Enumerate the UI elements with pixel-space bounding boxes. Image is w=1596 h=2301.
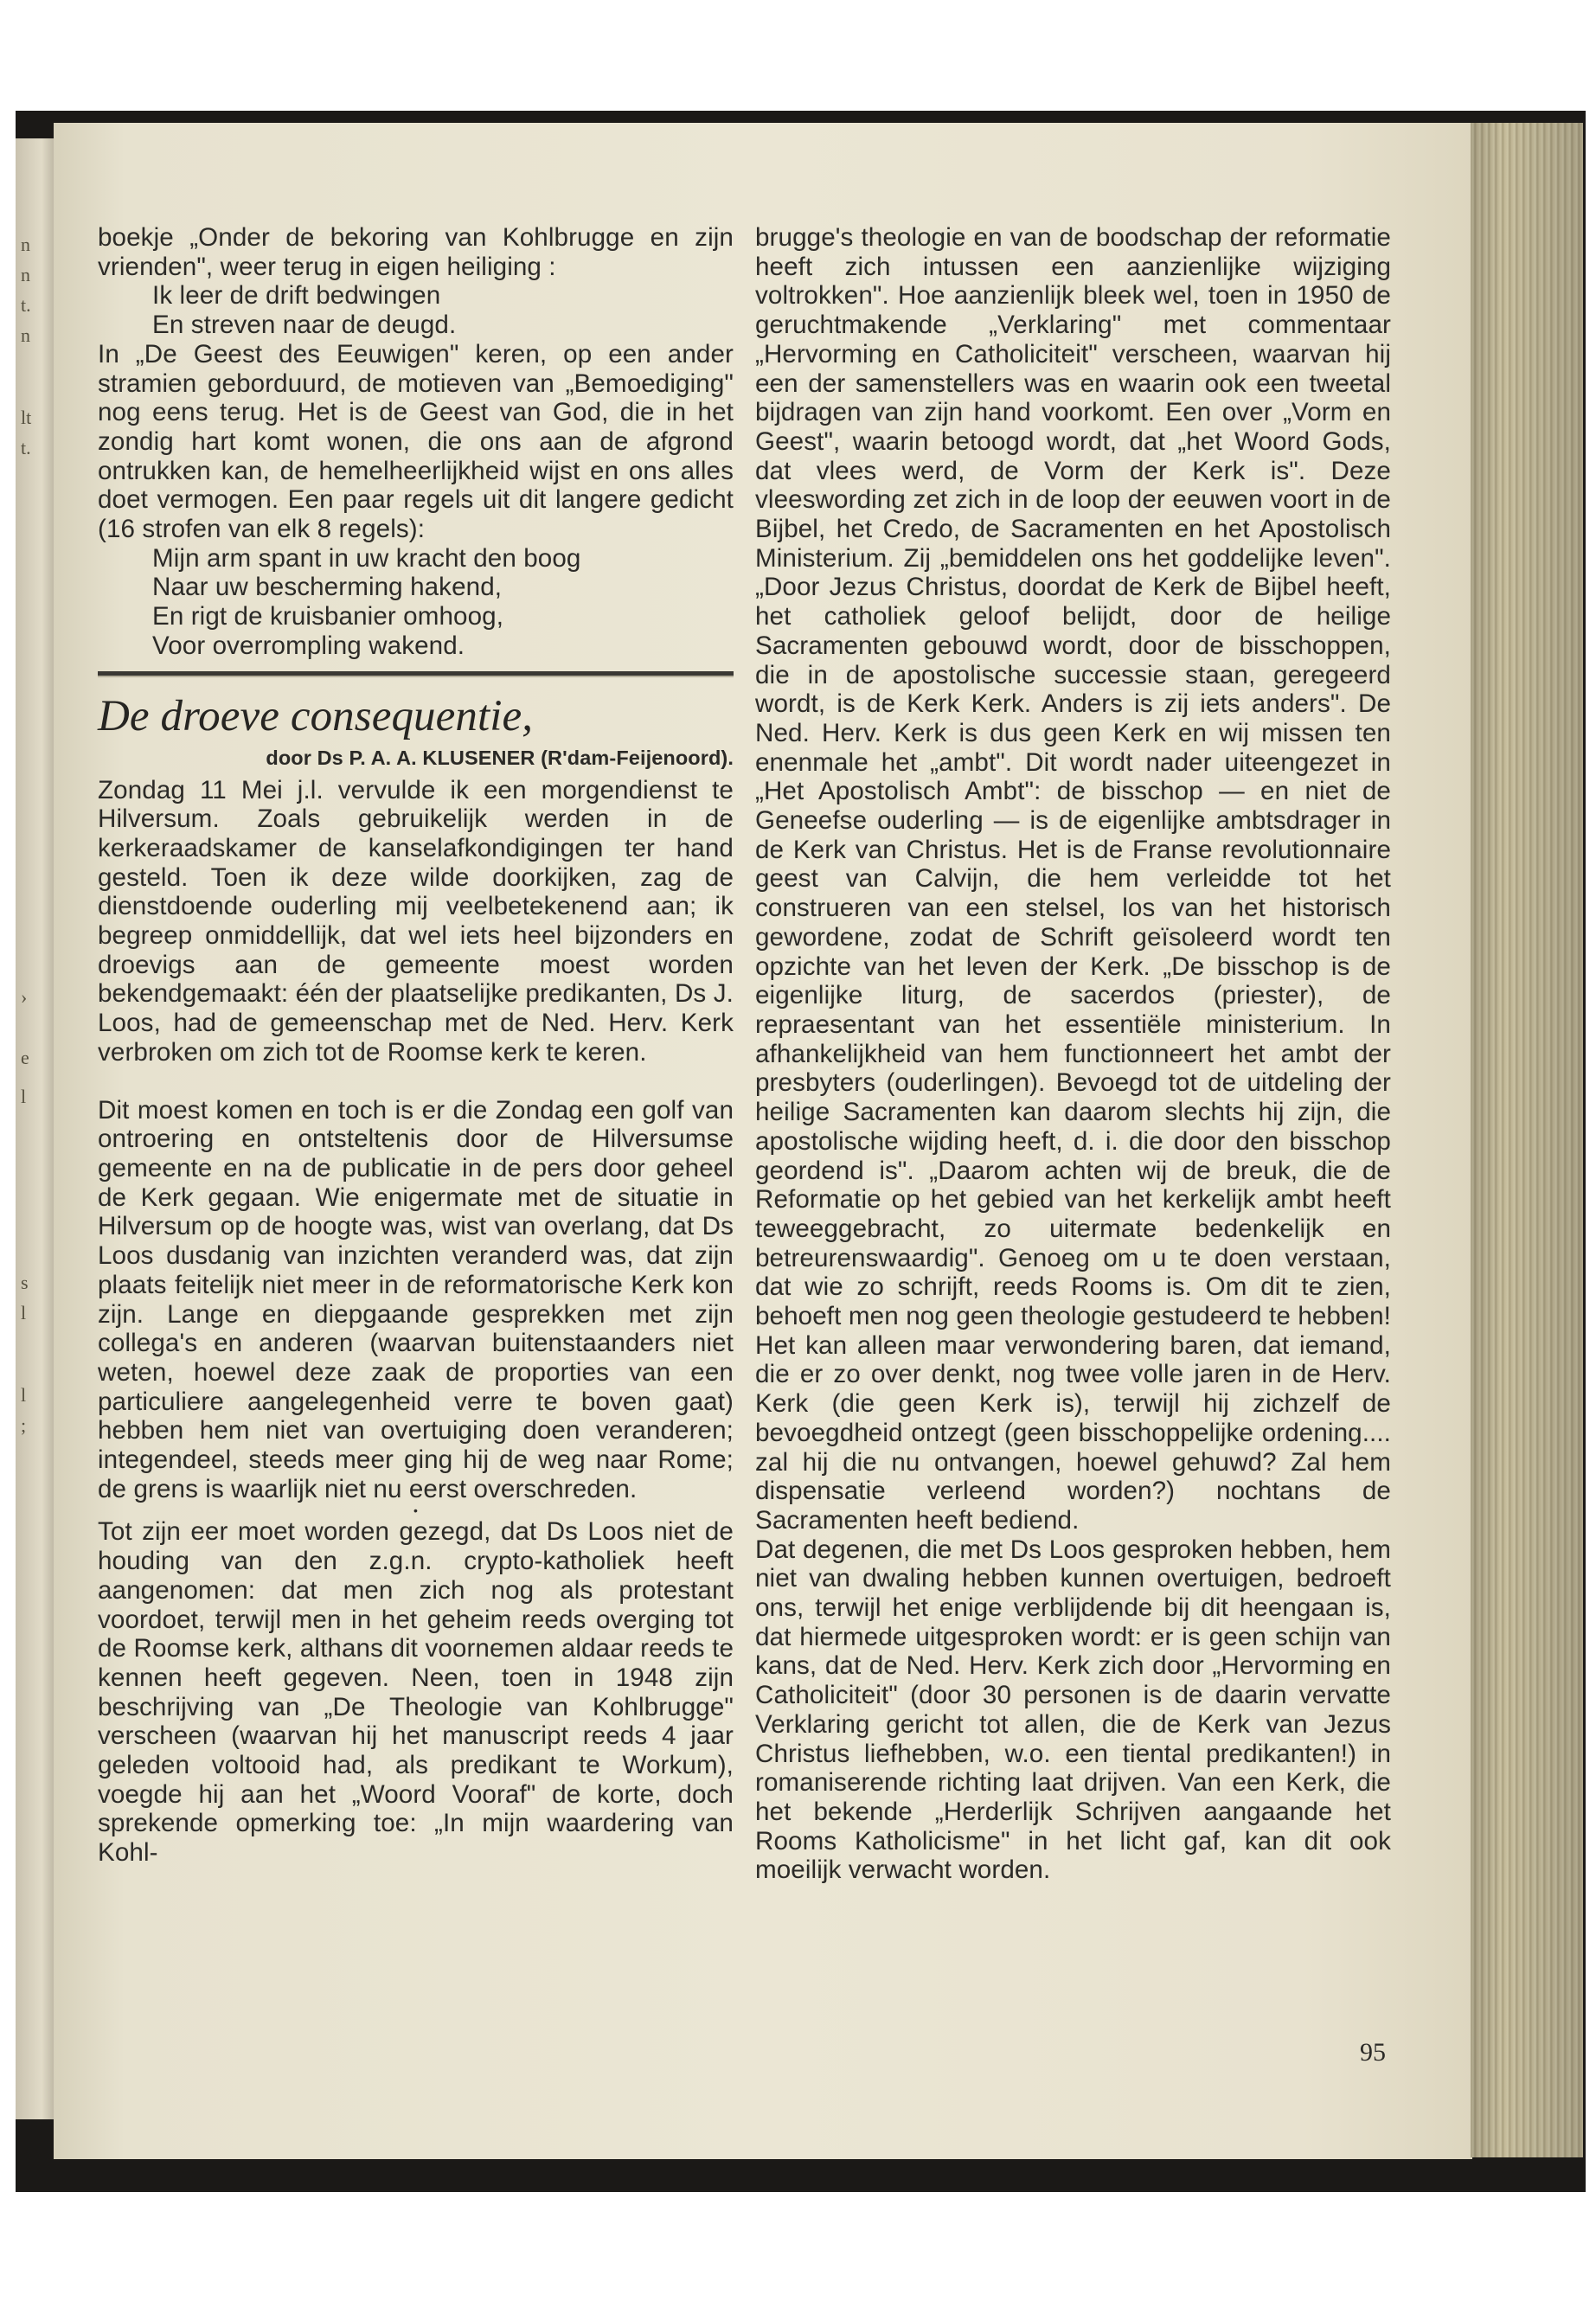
verse-line: Voor overrompling wakend.: [152, 631, 465, 660]
margin-fragment: ;: [21, 1414, 27, 1436]
margin-fragment: n: [21, 324, 30, 346]
margin-fragment: n: [21, 234, 30, 255]
page-number: 95: [1360, 2038, 1386, 2067]
fore-edge-shading: [1471, 123, 1583, 2157]
article-byline: door Ds P. A. A. KLUSENER (R'dam-Feijenoord).: [266, 746, 734, 769]
body-paragraph: brugge's theologie en van de boodschap der reformatie heeft zich intussen een aanzienlijke wijziging voltrokken". Hoe aanzienlijk bleek wel, toen in 1950 de geruchtmakende „Verklaring" met commentaar „Hervorming en Catholiciteit" verscheen, waarvan hij een der samenstellers was en waarin ook een tweetal bijdragen van zijn hand voorkomt. Een over „Vorm en Geest", waarin betoogd wordt, dat „het Woord Gods, dat vlees werd, de Vorm der Kerk is". Deze vleeswording zet zich in de loop der eeuwen voort in de Bijbel, het Credo, de Sacramenten en het Apostolisch Ministerium. Zij „bemiddelen ons het goddelijke leven". „Door Jezus Christus, doordat de Kerk de Bijbel heeft, het catholiek geloof belijdt, door de heilige Sacramenten gebouwd wordt, door de bisschoppen, die in de apostolische successie staan, geregeerd wordt, is de Kerk Kerk. Anders is zij iets anders". De Ned. Herv. Kerk is dus geen Kerk en wij missen ten enenmale het „ambt". Dit wordt nader uiteengezet in „Het Apostolisch Ambt": de bisschop — en niet de Geneefse ouderling — is de eigenlijke ambtsdrager in de Kerk van Christus. Het is de Franse revolutionnaire geest van Calvijn, die hem verleidde tot het construeren van een stelsel, los van het historisch gewordene, zodat de Schrift geïsoleerd wordt ten opzichte van het leven der Kerk. „De bisschop is de eigenlijke liturg, de sacerdos (priester), de repraesentant van het essentiële ministerium. In afhankelijkheid van hem functionneert het ambt der presbyters (ouderlingen). Bevoegd tot de uitdeling der heilige Sacramenten kan daarom slechts hij zijn, die apostolische wijding heeft, d. i. die door den bisschop geordend is". „Daarom achten wij de breuk, die de Reformatie op het gebied van het kerkelijk ambt heeft teweeggebracht, zo uitermate bedenkelijk en betreurenswaardig". Genoeg om u te doen verstaan, dat wie zo schrijft, reeds Rooms is. Om dit te zien, behoeft men nog geen theologie gestudeerd te hebben! Het kan alleen maar verwondering baren, dat iemand, die er zo over denkt, nog twee volle jaren in de Herv. Kerk (die geen Kerk is), terwijl hij zichzelf de bevoegdheid ontzegt (geen bisschoppelijke ordening.... zal hij die nu ontvangen, hoewel gehuwd? Zal hem dispensatie verleend worden?) nochtans de Sacramenten heeft bediend.: [755, 223, 1391, 1535]
body-paragraph: Tot zijn eer moet worden gezegd, dat Ds Loos niet de houding van den z.g.n. crypto-katholiek heeft aangenomen: dat men zich nog als protestant voordoet, terwijl men in het geheim reeds overging tot de Roomse kerk, althans dit voornemen aldaar reeds te kennen heeft gegeven. Neen, toen in 1948 zijn beschrijving van „De Theologie van Kohlbrugge" verscheen (waarvan hij het manuscript reeds 4 jaar geleden voltooid had, als predikant te Workum), voegde hij aan het „Woord Vooraf" de korte, doch sprekende opmerking toe: „In mijn waardering van Kohl-: [98, 1517, 734, 1868]
margin-fragment: l: [21, 1384, 27, 1406]
body-paragraph: Dit moest komen en toch is er die Zondag een golf van ontroering en ontsteltenis door de Hilversumse gemeente en na de publicatie in de pers door geheel de Kerk gegaan. Wie enigermate met de situatie in Hilversum op de hoogte was, wist van overlang, dat Ds Loos dusdanig van inzichten veranderd was, dat zijn plaats feitelijk niet meer in de reformatorische Kerk kon zijn. Lange en diepgaande gesprekken met zijn collega's en anderen (waarvan buitenstaanders niet weten, hoewel deze zaak de proporties van een particuliere aangelegenheid verre te boven gaat) hebben hem niet van overtuiging doen veranderen; integendeel, steeds meer ging hij de weg naar Rome; de grens is waarlijk niet nu eerst overschreden.: [98, 1095, 734, 1503]
margin-fragment: n: [21, 264, 30, 285]
verse-excerpt-2: [98, 544, 734, 661]
verse-line: Ik leer de drift bedwingen: [152, 281, 441, 311]
right-column: [755, 223, 1391, 1885]
margin-fragment: l: [21, 1302, 27, 1324]
margin-fragment: t.: [21, 294, 31, 316]
margin-fragment: s: [21, 1272, 29, 1293]
margin-fragment: ›: [21, 986, 28, 1008]
body-paragraph: Zondag 11 Mei j.l. vervulde ik een morgendienst te Hilversum. Zoals gebruikelijk werden in de kerkeraadskamer de kanselafkondigingen ter hand gesteld. Toen ik deze wilde doorkijken, zag de dienstdoende ouderling mij veelbetekenend aan; ik begreep onmiddellijk, dat wel iets heel bijzonders en droevigs aan de gemeente moest worden bekendgemaakt: één der plaatselijke predikanten, Ds J. Loos, had de gemeenschap met de Ned. Herv. Kerk verbroken om zich tot de Roomse kerk te keren.: [98, 775, 734, 1067]
left-column: [98, 223, 734, 1868]
intro-paragraph: boekje „Onder de bekoring van Kohlbrugge en zijn vrienden", weer terug in eigen heiliging :: [98, 223, 734, 281]
body-paragraph: In „De Geest des Eeuwigen" keren, op een ander stramien geborduurd, de motieven van „Bemoediging" nog eens terug. Het is de Geest van God, die in het zondig hart komt wonen, die ons aan de afgrond ontrukken kan, de hemelheerlijkheid wijst en ons alles doet vermogen. Een paar regels uit dit langere gedicht (16 strofen van elk 8 regels):: [98, 339, 734, 544]
verse-line: Naar uw bescherming hakend,: [152, 573, 503, 602]
previous-page-edge: [16, 138, 59, 2119]
verse-line: En rigt de kruisbanier omhoog,: [152, 602, 504, 631]
verse-line: En streven naar de deugd.: [152, 311, 457, 340]
margin-fragment: lt: [21, 407, 32, 428]
margin-fragment: e: [21, 1047, 29, 1068]
paragraph-dingbat: •: [413, 1503, 418, 1518]
margin-fragment: l: [21, 1086, 27, 1107]
section-divider: [98, 671, 734, 677]
body-paragraph: Dat degenen, die met Ds Loos gesproken hebben, hem niet van dwaling hebben kunnen overtuigen, bedroeft ons, terwijl het enige verblijdende bij dit heengaan is, dat hiermede uitgesproken wordt: er is geen schijn van kans, dat de Ned. Herv. Kerk zich door „Hervorming en Catholiciteit" (door 30 personen is de daarin vervatte Verklaring gericht tot allen, die de Kerk van Jezus Christus liefhebben, w.o. een tiental predikanten!) in romaniserende richting laat drijven. Van een Kerk, die het bekende „Herderlijk Schrijven aangaande het Rooms Katholicisme" in het licht gaf, kan dit ook moeilijk verwacht worden.: [755, 1535, 1391, 1885]
verse-excerpt-1: [98, 281, 734, 339]
margin-fragment: t.: [21, 437, 31, 458]
article-title: De droeve consequentie,: [98, 691, 534, 740]
verse-line: Mijn arm spant in uw kracht den boog: [152, 543, 581, 573]
